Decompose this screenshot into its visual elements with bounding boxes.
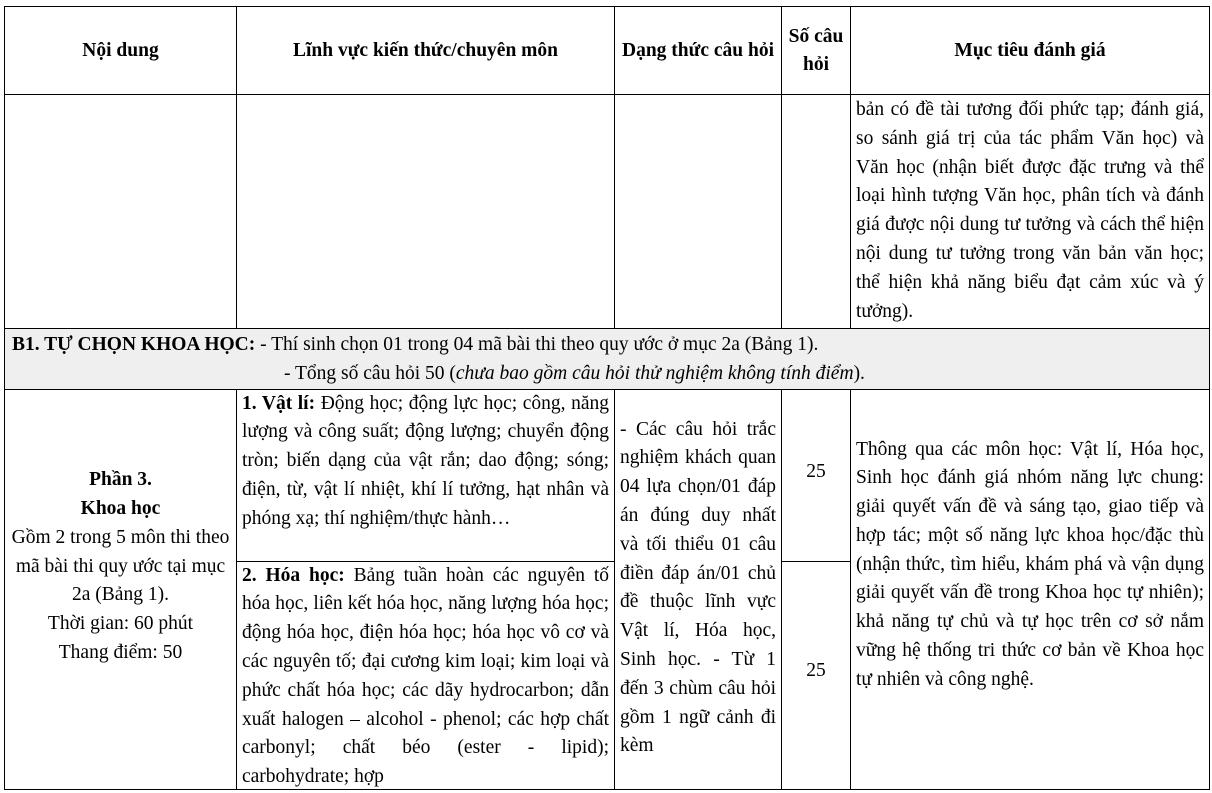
part3-subtitle: Khoa học <box>80 498 161 520</box>
chemistry-label: 2. Hóa học: <box>242 564 345 586</box>
empty-cell <box>782 95 851 329</box>
header-row <box>5 7 1210 95</box>
physics-topics <box>237 389 615 561</box>
chemistry-question-count: 25 <box>782 561 851 789</box>
section-b1-rule1: - Thí sinh chọn 01 trong 04 mã bài thi theo quy ước ở mục 2a (Bảng 1). <box>255 334 819 355</box>
empty-cell <box>5 95 237 329</box>
section-b1-rule2-prefix: - Tổng số câu hỏi 50 ( <box>284 362 456 384</box>
part3-target-text: Thông qua các môn học: Vật lí, Hóa học, Sinh học đánh giá nhóm năng lực chung: giải quyết vấn đề và sáng tạo, giao tiếp và hợp tác; một số năng lực khoa học/đặc thù (nhận thức, tìm hiểu, khám phá và vận dụng giải quyết vấn đề trong Khoa học tự nhiên); khả năng tự chủ và tự học trên cơ sở nắm vững hệ thống tri thức cơ bản về Khoa học tự nhiên và công nghệ. <box>851 389 1210 789</box>
part3-description: Gồm 2 trong 5 môn thi theo mã bài thi quy ước tại mục 2a (Bảng 1). <box>11 526 230 606</box>
section-b1-rule2-suffix: ). <box>853 362 865 384</box>
physics-text: Động học; động lực học; công, năng lượng và công suất; động lượng; chuyển động tròn; biến dạng của vật rắn; dao động; sóng; điện, từ, vật lí nhiệt, khí lí tưởng, hạt nhân và phóng xạ; thí nghiệm/thực hành… <box>242 392 609 529</box>
chemistry-text: Bảng tuần hoàn các nguyên tố hóa học, liên kết hóa học, năng lượng hóa học; động hóa học, điện hóa học; hóa học vô cơ và các nguyên tố; đại cương kim loại; kim loại và phức chất hóa học; các dãy hydrocarbon; dẫn xuất halogen – alcohol - phenol; các hợp chất carbonyl; chất béo (ester - lipid); carbohydrate; hợp <box>242 564 609 788</box>
section-b1-rule2-italic: chưa bao gồm câu hỏi thử nghiệm không tính điểm <box>455 362 854 384</box>
header-knowledge-field: Lĩnh vực kiến thức/chuyên môn <box>237 7 615 95</box>
continuation-target-text: bản có đề tài tương đối phức tạp; đánh giá, so sánh giá trị của tác phẩm Văn học) và Văn học (nhận biết được đặc trưng và thể loại hình tượng Văn học, phân tích và đánh giá được nội dung tư tưởng và cách thể hiện nội dung tư tưởng trong văn bản văn học; thể hiện khả năng biểu đạt cảm xúc và ý tưởng). <box>851 95 1210 329</box>
question-format-text: - Các câu hỏi trắc nghiệm khách quan 04 lựa chọn/01 đáp án đúng duy nhất và tối thiểu 01 câu điền đáp án/01 chủ đề thuộc lĩnh vực Vật lí, Hóa học, Sinh học. - Từ 1 đến 3 chùm câu hỏi gồm 1 ngữ cảnh đi kèm <box>620 418 776 757</box>
chemistry-topics <box>237 561 615 789</box>
physics-row <box>5 389 1210 561</box>
section-b1-line2 <box>12 360 1204 389</box>
physics-label: 1. Vật lí: <box>242 392 316 414</box>
header-content: Nội dung <box>5 7 237 95</box>
header-assessment-target: Mục tiêu đánh giá <box>851 7 1210 95</box>
part3-title: Phần 3. <box>89 469 152 491</box>
empty-cell <box>615 95 782 329</box>
continuation-row <box>5 95 1210 329</box>
question-format-cell <box>615 389 782 789</box>
section-b1-title: B1. TỰ CHỌN KHOA HỌC: <box>12 334 256 355</box>
part3-score: Thang điểm: 50 <box>58 642 183 664</box>
empty-cell <box>237 95 615 329</box>
header-question-count: Số câu hỏi <box>782 7 851 95</box>
physics-question-count: 25 <box>782 389 851 561</box>
section-b1-banner <box>5 329 1210 390</box>
section-b1-line1 <box>12 331 1204 360</box>
part3-time: Thời gian: 60 phút <box>47 613 194 635</box>
exam-structure-table <box>4 6 1210 790</box>
header-question-format: Dạng thức câu hỏi <box>615 7 782 95</box>
chemistry-topics-inner <box>242 562 609 788</box>
section-b1-row <box>5 329 1210 390</box>
part3-cell <box>5 389 237 789</box>
